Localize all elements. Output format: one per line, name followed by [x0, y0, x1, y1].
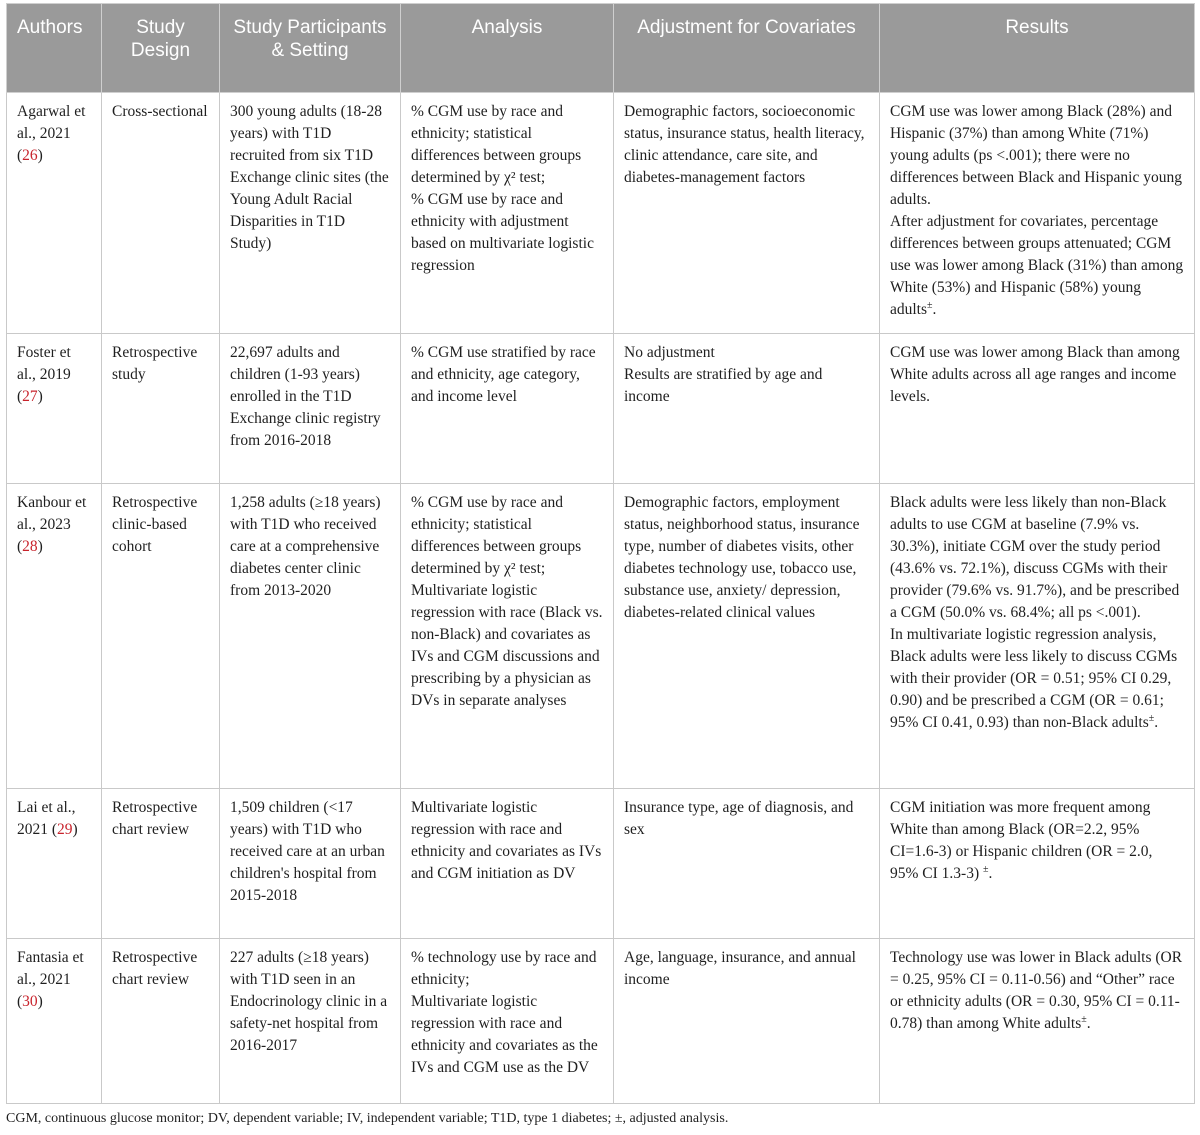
cell-results	[880, 939, 1195, 1104]
cell-results-line: CGM use was lower among Black (28%) and Hispanic (37%) than among White (71%) young adults (ps <.001); there were no differences between Black and Hispanic young adults.	[890, 103, 1182, 208]
cell-analysis	[401, 789, 614, 939]
adjusted-marker: ±	[1148, 712, 1155, 724]
table-row	[7, 789, 1195, 939]
cell-study-design: Retrospective study	[102, 334, 220, 484]
cell-analysis	[401, 939, 614, 1104]
header-participants: Study Participants & Setting	[220, 4, 401, 93]
table-header-row	[7, 4, 1195, 93]
cell-analysis-line: % CGM use by race and ethnicity; statistical differences between groups determined by χ² test;	[411, 494, 582, 577]
cell-covariates-line: Insurance type, age of diagnosis, and sex	[624, 799, 854, 838]
cell-analysis-line: Multivariate logistic regression with race and ethnicity and covariates as IVs and CGM initiation as DV	[411, 799, 602, 882]
cell-analysis	[401, 484, 614, 789]
table-row	[7, 939, 1195, 1104]
adjusted-marker: ±	[983, 863, 989, 875]
reference-link[interactable]: 27	[22, 388, 38, 405]
cell-study-design: Retrospective chart review	[102, 939, 220, 1104]
cell-analysis-line: % CGM use by race and ethnicity with adjustment based on multivariate logistic regression	[411, 191, 594, 274]
cell-covariates-line: Age, language, insurance, and annual income	[624, 949, 856, 988]
cell-participants: 1,509 children (<17 years) with T1D who received care at an urban children's hospital from 2015-2018	[220, 789, 401, 939]
cell-covariates	[614, 939, 880, 1104]
cell-analysis-line: Multivariate logistic regression with race and ethnicity and covariates as the IVs and CGM use as the DV	[411, 993, 598, 1076]
cell-study-design: Retrospective clinic-based cohort	[102, 484, 220, 789]
cell-study-design: Retrospective chart review	[102, 789, 220, 939]
cell-covariates-line: Demographic factors, employment status, neighborhood status, insurance type, number of diabetes visits, other diabetes technology use, tobacco use, substance use, anxiety/ depression, diabetes-related clinical values	[624, 494, 860, 621]
cell-authors: Lai et al., 2021 (29)	[7, 789, 102, 939]
cell-covariates	[614, 93, 880, 334]
table-body	[7, 93, 1195, 1104]
cell-covariates	[614, 334, 880, 484]
header-analysis: Analysis	[401, 4, 614, 93]
cell-results-line: Technology use was lower in Black adults (OR = 0.25, 95% CI = 0.11-0.56) and “Other” race or ethnicity adults (OR = 0.30, 95% CI = 0.11-0.78) than among White adults±.	[890, 949, 1183, 1032]
cell-results	[880, 789, 1195, 939]
reference-link[interactable]: 30	[22, 993, 38, 1010]
table-row	[7, 93, 1195, 334]
header-study-design: Study Design	[102, 4, 220, 93]
cell-analysis-line: % technology use by race and ethnicity;	[411, 949, 597, 988]
header-authors: Authors	[7, 4, 102, 93]
cell-covariates-line: Demographic factors, socioeconomic status, insurance status, health literacy, clinic attendance, care site, and diabetes-management factors	[624, 103, 865, 186]
cell-results	[880, 93, 1195, 334]
cell-participants: 22,697 adults and children (1-93 years) enrolled in the T1D Exchange clinic registry from 2016-2018	[220, 334, 401, 484]
adjusted-marker: ±	[927, 299, 933, 311]
cell-covariates-line: Results are stratified by age and income	[624, 366, 823, 405]
cell-results-line: CGM initiation was more frequent among White than among Black (OR=2.2, 95% CI=1.6-3) or Hispanic children (OR = 2.0, 95% CI 1.3-3) ±.	[890, 799, 1153, 882]
reference-link[interactable]: 26	[22, 147, 38, 164]
header-results: Results	[880, 4, 1195, 93]
reference-link[interactable]: 29	[57, 821, 73, 838]
cell-study-design: Cross-sectional	[102, 93, 220, 334]
cell-results-line: In multivariate logistic regression analysis, Black adults were less likely to discuss CGMs with their provider (OR = 0.51; 95% CI 0.29, 0.90) and be prescribed a CGM (OR = 0.61; 95% CI 0.41, 0.93) than non-Black adults±.	[890, 626, 1178, 731]
cell-results-line: Black adults were less likely than non-Black adults to use CGM at baseline (7.9% vs. 30.3%), initiate CGM over the study period (43.6% vs. 72.1%), discuss CGMs with their provider (79.6% vs. 91.7%), and be prescribed a CGM (50.0% vs. 68.4%; all ps <.001).	[890, 494, 1180, 621]
cell-participants: 1,258 adults (≥18 years) with T1D who received care at a comprehensive diabetes center clinic from 2013-2020	[220, 484, 401, 789]
cell-results	[880, 334, 1195, 484]
cell-authors: Kanbour et al., 2023 (28)	[7, 484, 102, 789]
header-covariates: Adjustment for Covariates	[614, 4, 880, 93]
cell-covariates	[614, 484, 880, 789]
cell-analysis	[401, 334, 614, 484]
cell-results-line: CGM use was lower among Black than among White adults across all age ranges and income levels.	[890, 344, 1180, 405]
cell-participants: 227 adults (≥18 years) with T1D seen in an Endocrinology clinic in a safety-net hospital from 2016-2017	[220, 939, 401, 1104]
cell-analysis-line: Multivariate logistic regression with race (Black vs. non-Black) and covariates as IVs and CGM discussions and prescribing by a physician as DVs in separate analyses	[411, 582, 603, 709]
cell-results-line: After adjustment for covariates, percentage differences between groups attenuated; CGM use was lower among Black (31%) than among White (53%) and Hispanic (58%) young adults±.	[890, 213, 1184, 318]
cell-covariates	[614, 789, 880, 939]
cgm-disparities-table	[6, 3, 1195, 1104]
cell-authors: Foster et al., 2019 (27)	[7, 334, 102, 484]
cell-covariates-line: No adjustment	[624, 344, 715, 361]
cell-authors: Agarwal et al., 2021 (26)	[7, 93, 102, 334]
adjusted-marker: ±	[1081, 1013, 1087, 1025]
cell-results	[880, 484, 1195, 789]
cell-participants: 300 young adults (18-28 years) with T1D recruited from six T1D Exchange clinic sites (the Young Adult Racial Disparities in T1D Study)	[220, 93, 401, 334]
cell-analysis	[401, 93, 614, 334]
cell-analysis-line: % CGM use by race and ethnicity; statistical differences between groups determined by χ² test;	[411, 103, 582, 186]
table-footnote: CGM, continuous glucose monitor; DV, dependent variable; IV, independent variable; T1D, type 1 diabetes; ±, adjusted analysis.	[6, 1111, 729, 1126]
reference-link[interactable]: 28	[22, 538, 38, 555]
cell-authors: Fantasia et al., 2021 (30)	[7, 939, 102, 1104]
cell-analysis-line: % CGM use stratified by race and ethnicity, age category, and income level	[411, 344, 596, 405]
table-row	[7, 484, 1195, 789]
evidence-table-container	[6, 3, 1194, 1104]
table-row	[7, 334, 1195, 484]
